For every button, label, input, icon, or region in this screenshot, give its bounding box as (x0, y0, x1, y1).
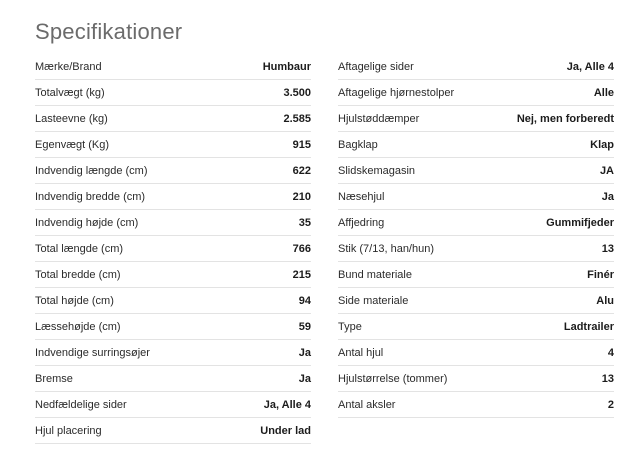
spec-label: Slidskemagasin (338, 164, 416, 177)
spec-value: 59 (298, 320, 311, 333)
spec-value: 4 (607, 346, 614, 359)
spec-row (35, 262, 311, 288)
spec-label: Indvendig højde (cm) (35, 216, 139, 229)
spec-value: 94 (298, 294, 311, 307)
spec-row (35, 340, 311, 366)
spec-value: Ja, Alle 4 (566, 60, 614, 73)
spec-label: Hjulstøddæmper (338, 112, 420, 125)
spec-label: Bund materiale (338, 268, 412, 281)
spec-value: Ja, Alle 4 (263, 398, 311, 411)
spec-row (35, 158, 311, 184)
page-title: Specifikationer (35, 19, 183, 44)
spec-label: Læssehøjde (cm) (35, 320, 121, 333)
spec-label: Bremse (35, 372, 73, 385)
spec-row (338, 366, 614, 392)
spec-label: Total bredde (cm) (35, 268, 121, 281)
spec-value: Under lad (260, 424, 311, 437)
spec-value: Ja (298, 372, 311, 385)
spec-row (338, 314, 614, 340)
spec-column-left (35, 54, 311, 444)
spec-value: 13 (601, 242, 614, 255)
spec-value: Klap (590, 138, 614, 151)
spec-value: Finér (587, 268, 614, 281)
spec-label: Stik (7/13, han/hun) (338, 242, 435, 255)
spec-label: Total højde (cm) (35, 294, 114, 307)
spec-value: JA (599, 164, 614, 177)
spec-row (35, 54, 311, 80)
spec-label: Affjedring (338, 216, 385, 229)
spec-label: Side materiale (338, 294, 409, 307)
spec-row (338, 210, 614, 236)
spec-label: Bagklap (338, 138, 378, 151)
spec-value: 915 (292, 138, 311, 151)
spec-value: Gummifjeder (546, 216, 614, 229)
spec-row (338, 54, 614, 80)
spec-row (338, 392, 614, 418)
spec-label: Antal aksler (338, 398, 396, 411)
spec-row (35, 418, 311, 444)
spec-value: 622 (292, 164, 311, 177)
spec-row (338, 236, 614, 262)
spec-value: 215 (292, 268, 311, 281)
spec-value: Humbaur (262, 60, 311, 73)
spec-value: 2 (607, 398, 614, 411)
spec-row (35, 80, 311, 106)
spec-label: Aftagelige sider (338, 60, 414, 73)
spec-row (338, 262, 614, 288)
spec-value: Nej, men forberedt (516, 112, 614, 125)
spec-row (338, 340, 614, 366)
spec-row (35, 314, 311, 340)
spec-row (338, 106, 614, 132)
spec-row (35, 106, 311, 132)
spec-row (338, 80, 614, 106)
spec-label: Type (338, 320, 362, 333)
spec-value: 766 (292, 242, 311, 255)
spec-label: Aftagelige hjørnestolper (338, 86, 455, 99)
spec-row (338, 184, 614, 210)
spec-value: 3.500 (283, 86, 311, 99)
spec-label: Totalvægt (kg) (35, 86, 105, 99)
spec-row (35, 184, 311, 210)
spec-value: Ja (601, 190, 614, 203)
spec-value: Ladtrailer (563, 320, 614, 333)
spec-label: Antal hjul (338, 346, 384, 359)
spec-value: Ja (298, 346, 311, 359)
spec-label: Hjulstørrelse (tommer) (338, 372, 448, 385)
spec-row (338, 158, 614, 184)
spec-row (35, 288, 311, 314)
spec-value: 35 (298, 216, 311, 229)
spec-value: Alle (593, 86, 614, 99)
spec-row (35, 366, 311, 392)
spec-row (35, 392, 311, 418)
spec-row (338, 288, 614, 314)
spec-label: Indvendige surringsøjer (35, 346, 150, 359)
spec-row (35, 210, 311, 236)
spec-label: Mærke/Brand (35, 60, 102, 73)
spec-label: Indvendig bredde (cm) (35, 190, 146, 203)
spec-row (338, 132, 614, 158)
spec-label: Total længde (cm) (35, 242, 124, 255)
spec-label: Lasteevne (kg) (35, 112, 108, 125)
spec-label: Egenvægt (Kg) (35, 138, 109, 151)
spec-value: 2.585 (283, 112, 311, 125)
spec-label: Hjul placering (35, 424, 102, 437)
spec-value: 13 (601, 372, 614, 385)
spec-label: Indvendig længde (cm) (35, 164, 148, 177)
spec-row (35, 132, 311, 158)
spec-label: Næsehjul (338, 190, 385, 203)
spec-row (35, 236, 311, 262)
spec-value: 210 (292, 190, 311, 203)
spec-value: Alu (596, 294, 614, 307)
spec-column-right (338, 54, 614, 418)
spec-label: Nedfældelige sider (35, 398, 127, 411)
